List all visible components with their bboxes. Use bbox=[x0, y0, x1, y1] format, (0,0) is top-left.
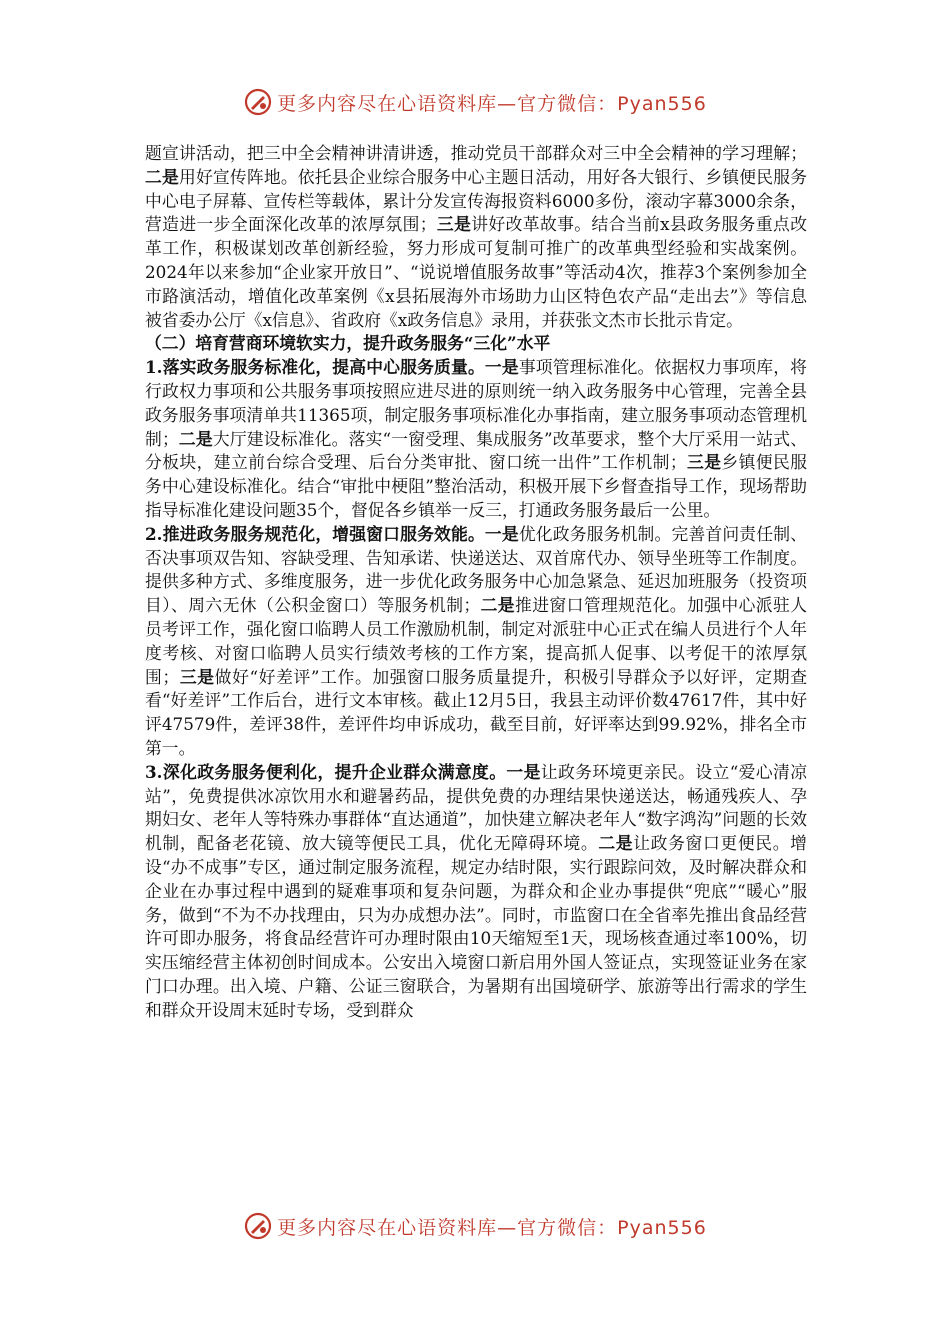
bold-run: 一是 bbox=[484, 357, 519, 378]
text-run: 题宣讲活动，把三中全会精神讲清讲透，推动党员干部群众对三中全会精神的学习理解； bbox=[145, 143, 807, 163]
header-watermark-banner bbox=[0, 82, 950, 122]
bold-run: 2.推进政务服务规范化，增强窗口服务效能。 bbox=[145, 523, 485, 544]
text-run: 推进窗口管理规范化。加强中心派驻人员考评工作，强化窗口临聘人员工作激励机制，制定对派驻中心正式在编人员进行个人年度考核、对窗口临聘人员实行绩效考核的工作方案，提高抓人促事、以考促干的浓厚氛围； bbox=[145, 595, 807, 687]
bold-run: 1.落实政务服务标准化，提高中心服务质量。 bbox=[145, 357, 485, 378]
text-run: 事项管理标准化。依据权力事项库，将行政权力事项和公共服务事项按照应进尽进的原则统一纳入政务服务中心管理，完善全县政务服务事项清单共11365项，制定服务事项标准化办事指南，建立服务事项动态管理机制； bbox=[145, 357, 807, 449]
bold-run: 一是 bbox=[506, 761, 541, 782]
paragraph bbox=[145, 142, 807, 332]
text-run: 让政务环境更亲民。设立“爱心清凉站”，免费提供冰凉饮用水和避暑药品，提供免费的办理结果快递送达，畅通残疾人、孕期妇女、老年人等特殊办事群体“直达通道”，加快建立解决老年人“数字鸿沟”问题的长效机制，配备老花镜、放大镜等便民工具，优化无障碍环境。 bbox=[145, 761, 807, 854]
text-run: 优化政务服务机制。完善首问责任制、否决事项双告知、容缺受理、告知承诺、快递送达、双首席代办、领导坐班等工作制度。提供多种方式、多维度服务，进一步优化政务服务中心加急紧急、延迟加班服务（投资项目）、周六无休（公积金窗口）等服务机制； bbox=[145, 523, 807, 616]
text-run: 让政务窗口更便民。增设“办不成事”专区，通过制定服务流程，规定办结时限，实行跟踪问效，及时解决群众和企业在办事过程中遇到的疑难事项和复杂问题，为群众和企业办事提供“兜底”“暖心”服务，做到“不为不办找理由，只为办成想办法”。同时，市监窗口在全省率先推出食品经营许可即办服务，将食品经营许可办理时限由10天缩短至1天，现场核查通过率100%，切实压缩经营主体初创时间成本。公安出入境窗口新启用外国人签证点，实现签证业务在家门口办理。出入境、户籍、公证三窗联合，为暑期有出国境研学、旅游等出行需求的学生和群众开设周末延时专场，受到群众 bbox=[145, 833, 807, 1020]
header-banner-text: 更多内容尽在心语资料库—官方微信：Pyan556 bbox=[277, 92, 707, 115]
bold-run: 3.深化政务服务便利化，提升企业群众满意度。 bbox=[145, 761, 507, 782]
text-run: 做好“好差评”工作。加强窗口服务质量提升，积极引导群众予以好评，定期查看“好差评”工作后台，进行文本审核。截止12月5日，我县主动评价数47617件，其中好评47579件，差评38件，差评件均申诉成功，截至目前，好评率达到99.92%，排名全市第一。 bbox=[145, 666, 807, 758]
text-run: 讲好改革故事。结合当前x县政务服务重点改革工作，积极谋划改革创新经验，努力形成可复制可推广的改革典型经验和实战案例。2024年以来参加“企业家开放日”、“说说增值服务故事”等活动4次，推荐3个案例参加全市路演活动，增值化改革案例《x县拓展海外市场助力山区特色农产品“走出去”》等信息被省委办公厅《x信息》、省政府《x政务信息》录用，并获张文杰市长批示肯定。 bbox=[145, 214, 807, 330]
brand-logo-icon bbox=[243, 87, 273, 117]
paragraph bbox=[145, 356, 807, 523]
bold-run: 三是 bbox=[686, 452, 722, 473]
bold-run: 二是 bbox=[598, 833, 634, 854]
brand-logo-icon bbox=[243, 1211, 273, 1241]
text-run: 用好宣传阵地。依托县企业综合服务中心主题日活动，用好各大银行、乡镇便民服务中心电子屏幕、宣传栏等载体，累计分发宣传海报资料6000多份，滚动字幕3000余条，营造进一步全面深化改革的浓厚氛围； bbox=[145, 166, 807, 235]
text-run: 大厅建设标准化。落实“一窗受理、集成服务”改革要求，整个大厅采用一站式、分板块，建立前台综合受理、后台分类审批、窗口统一出件”工作机制； bbox=[145, 428, 807, 473]
document-body bbox=[145, 142, 807, 1022]
section-heading: （二）培育营商环境软实力，提升政务服务“三化”水平 bbox=[145, 333, 551, 354]
bold-run: 二是 bbox=[145, 166, 179, 187]
paragraph bbox=[145, 761, 807, 1023]
bold-run: 一是 bbox=[484, 523, 519, 544]
text-run: 乡镇便民服务中心建设标准化。结合“审批中梗阻”整治活动，积极开展下乡督查指导工作，现场帮助指导标准化建设问题35个，督促各乡镇举一反三，打通政务服务最后一公里。 bbox=[145, 452, 807, 520]
bold-run: 二是 bbox=[178, 428, 213, 449]
bold-run: 三是 bbox=[179, 666, 215, 687]
bold-run: 三是 bbox=[436, 214, 472, 235]
bold-run: 二是 bbox=[480, 595, 516, 616]
footer-watermark-banner bbox=[0, 1206, 950, 1246]
footer-banner-text: 更多内容尽在心语资料库—官方微信：Pyan556 bbox=[277, 1216, 707, 1239]
paragraph bbox=[145, 523, 807, 761]
